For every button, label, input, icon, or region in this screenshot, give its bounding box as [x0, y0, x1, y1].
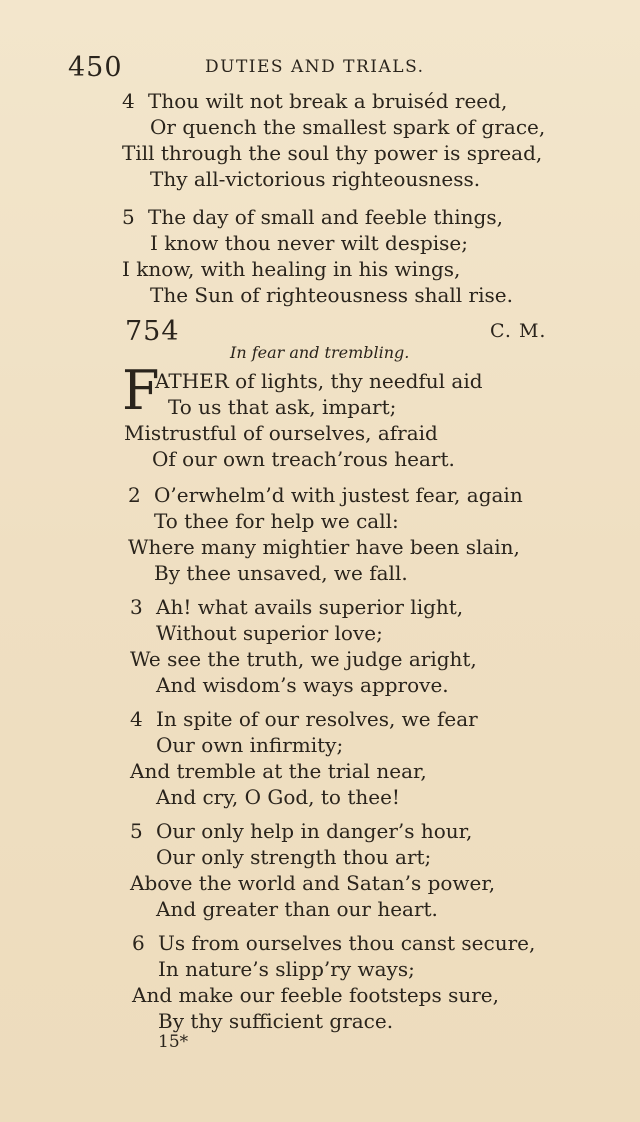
stanza-line: Mistrustful of ourselves, afraid [124, 421, 438, 445]
stanza-number: 6 [132, 931, 145, 955]
page-number: 450 [68, 52, 123, 83]
stanza-number: 3 [130, 595, 143, 619]
stanza-line: 5 The day of small and feeble things, [122, 205, 503, 229]
stanza-line: Till through the soul thy power is spread, [122, 141, 543, 165]
stanza-line: Our own infirmity; [156, 733, 344, 757]
stanza-line: 2 O’erwhelm’d with justest fear, again [128, 483, 523, 507]
stanza-number: 4 [130, 707, 143, 731]
stanza-number: 5 [130, 819, 143, 843]
stanza-line: The Sun of righteousness shall rise. [150, 283, 513, 307]
stanza-line: By thy sufficient grace. [158, 1009, 394, 1033]
running-head: DUTIES AND TRIALS. [205, 57, 425, 77]
stanza-line: And wisdom’s ways approve. [156, 673, 449, 697]
stanza-line: Without superior love; [156, 621, 383, 645]
stanza-line: 4 In spite of our resolves, we fear [130, 707, 478, 731]
page-header [0, 52, 640, 88]
stanza-line: Where many mightier have been slain, [128, 535, 520, 559]
stanza-line: Our only strength thou art; [156, 845, 432, 869]
stanza-line: 4 Thou wilt not break a bruiséd reed, [122, 89, 508, 113]
stanza-line: And make our feeble footsteps sure, [132, 983, 499, 1007]
hymn-meter: C. M. [490, 320, 547, 342]
stanza-line: 3 Ah! what avails superior light, [130, 595, 464, 619]
hymn-number: 754 [125, 316, 180, 347]
stanza-line: 5 Our only help in danger’s hour, [130, 819, 473, 843]
stanza-number: 2 [128, 483, 141, 507]
stanza-line: To us that ask, impart; [168, 395, 397, 419]
stanza-line: In nature’s slipp’ry ways; [158, 957, 415, 981]
stanza-line: We see the truth, we judge aright, [130, 647, 477, 671]
stanza-number: 5 [122, 205, 135, 229]
stanza-line: ATHER of lights, thy needful aid [155, 369, 483, 393]
stanza-line: Or quench the smallest spark of grace, [150, 115, 546, 139]
stanza-line: 6 Us from ourselves thou canst secure, [132, 931, 536, 955]
signature-mark: 15* [158, 1032, 189, 1052]
hymn-subtitle: In fear and trembling. [230, 343, 410, 362]
stanza-line: Thy all-victorious righteousness. [150, 167, 481, 191]
stanza-number: 4 [122, 89, 135, 113]
stanza-line: By thee unsaved, we fall. [154, 561, 408, 585]
stanza-line: And greater than our heart. [156, 897, 438, 921]
stanza-line: I know thou never wilt despise; [150, 231, 468, 255]
stanza-line: To thee for help we call: [154, 509, 399, 533]
stanza-line: And cry, O God, to thee! [156, 785, 400, 809]
stanza-line: Above the world and Satan’s power, [130, 871, 496, 895]
drop-cap: F [122, 359, 160, 422]
stanza-line: And tremble at the trial near, [130, 759, 427, 783]
stanza-line: Of our own treach’rous heart. [152, 447, 455, 471]
stanza-line: I know, with healing in his wings, [122, 257, 461, 281]
